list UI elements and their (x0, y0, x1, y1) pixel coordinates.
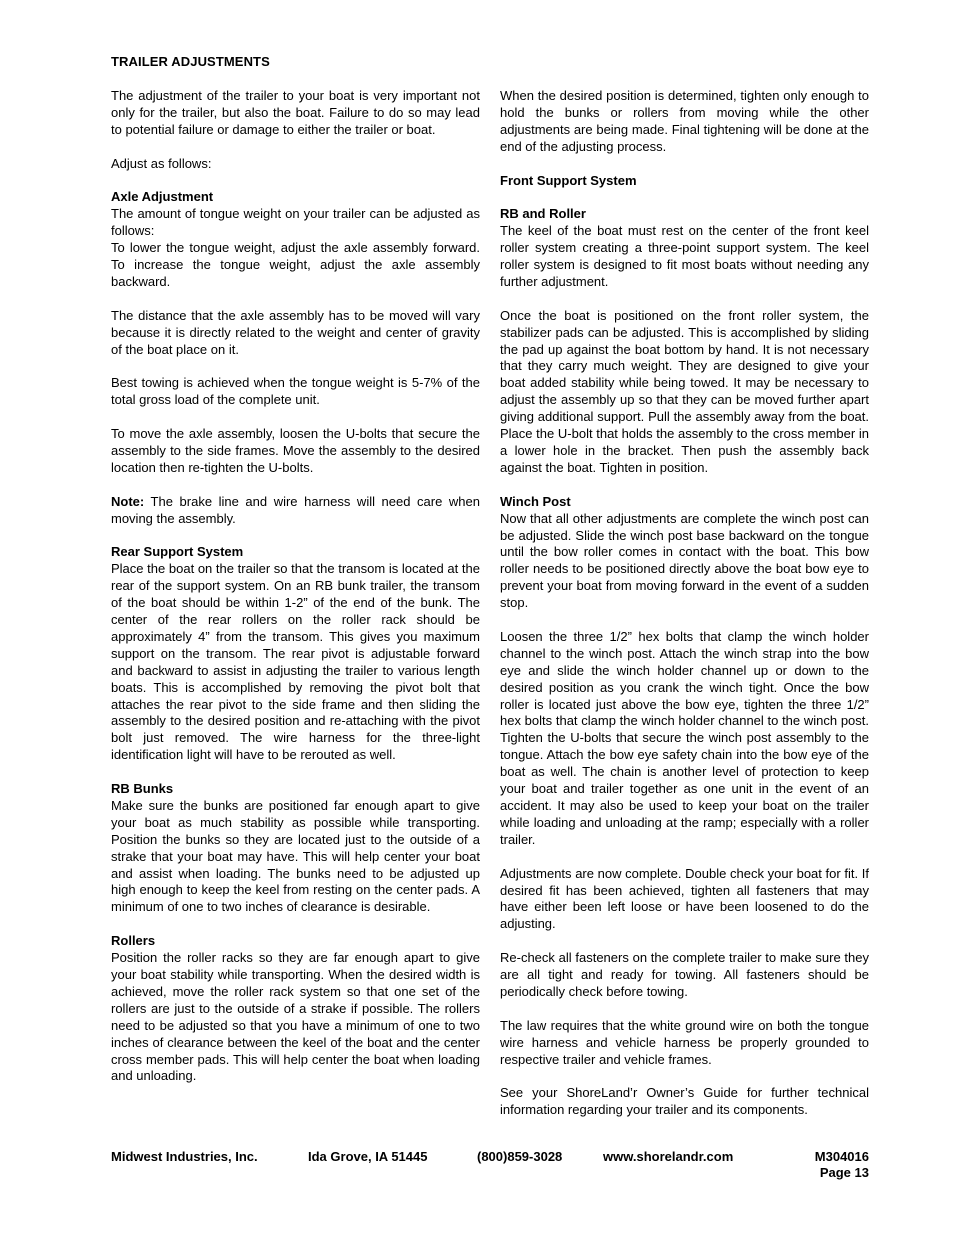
page-title: TRAILER ADJUSTMENTS (111, 54, 270, 69)
front-support-heading: Front Support System (500, 172, 637, 188)
ground-wire-paragraph: The law requires that the white ground wire on both the tongue wire harness and vehicle harness be properly grounded to respective trailer and vehicle frames. (500, 1017, 869, 1067)
note-paragraph (111, 494, 480, 528)
recheck-paragraph: Re-check all fasteners on the complete trailer to make sure they are all tight and ready for towing. All fasteners should be periodically check before towing. (500, 950, 869, 999)
footer-phone: (800)859-3028 (477, 1149, 563, 1164)
axle-paragraph-3: Best towing is achieved when the tongue weight is 5-7% of the total gross load of the complete unit. (111, 375, 480, 408)
stabilizer-paragraph: Once the boat is positioned on the front roller system, the stabilizer pads can be adjusted. This is accomplished by sliding the pad up against the boat bottom by hand. It is not necessary that they carry much weight. They are designed to give your boat added stability while being towed. It may be necessary to adjust the assembly up so that they can be moved further apart giving additional support. Pull the assembly away from the boat. Place the U-bolt that holds the assembly to the cross member in a lower hole in the bracket. Then push the assembly back against the boat. Tighten in position. (500, 307, 869, 475)
rb-bunks-paragraph: Make sure the bunks are positioned far enough apart to give your boat as much stability as possible while transporting. Position the bunks so they are located just to the outside of a strake that your boat may have. This will help center your boat and assist when loading. The bunks need to be adjusted up high enough to keep the keel from resting on the center pads. A minimum of one to two inches of clearance is desirable. (111, 797, 480, 915)
axle-paragraph-2: The distance that the axle assembly has to be moved will vary because it is directly related to the weight and center of gravity of the boat place on it. (111, 307, 480, 357)
owners-guide-paragraph: See your ShoreLand’r Owner’s Guide for further technical information regarding your trailer and its components. (500, 1085, 869, 1118)
axle-paragraph-1b: To lower the tongue weight, adjust the axle assembly forward. To increase the tongue weight, adjust the axle assembly backward. (111, 240, 480, 289)
rear-support-heading: Rear Support System (111, 544, 244, 560)
intro-paragraph: The adjustment of the trailer to your boat is very important not only for the trailer, but also the boat. Failure to do so may lead to potential failure or damage to either the trailer or boat. (111, 88, 480, 137)
rb-roller-paragraph: The keel of the boat must rest on the center of the front keel roller system creating a three-point support system. The keel roller system is designed to fit most boats without needing any further adjustment. (500, 223, 869, 289)
tighten-paragraph: When the desired position is determined, tighten only enough to hold the bunks or rollers from moving while the other adjustments are being made. Final tightening will be done at the end of the adjusting process. (500, 88, 869, 154)
axle-heading: Axle Adjustment (111, 189, 214, 205)
winch-post-paragraph-1: Now that all other adjustments are complete the winch post can be adjusted. Slide the winch post base backward on the tongue until the bow roller comes in contact with the boat. This bow roller needs to be positioned directly above the boat bow eye to prevent your boat from moving forward in the event of a sudden stop. (500, 510, 869, 611)
rear-support-paragraph: Place the boat on the trailer so that the transom is located at the rear of the support system. On an RB bunk trailer, the transom of the boat should be within 1-2” of the end of the bunk. The center of the rear rollers on the roller rack should be approximately 4” from the transom. This gives you maximum support on the transom. The rear pivot is adjustable forward and backward to assist in adjusting the trailer to various length boats. This is accomplished by removing the pivot bolt that attaches the rear pivot to the side frame and then sliding the assembly to the desired position and re-attaching with the pivot bolt just removed. The wire harness for the three-light identification light will have to be rerouted as well. (111, 561, 480, 763)
axle-paragraph-4: To move the axle assembly, loosen the U-bolts that secure the assembly to the side frames. Move the assembly to the desired location then re-tighten the U-bolts. (111, 426, 480, 475)
right-column (500, 88, 869, 1136)
axle-paragraph-1a: The amount of tongue weight on your trailer can be adjusted as follows: (111, 206, 480, 239)
winch-post-heading: Winch Post (500, 493, 571, 509)
rollers-paragraph: Position the roller racks so they are far enough apart to give your boat stability while transporting. When the desired width is achieved, move the roller rack system so that one set of the rollers are just to the outside of a strake if possible. The rollers need to be adjusted so that you have a minimum of one to two inches of clearance between the keel of the boat and the center cross member pads. This will help center the boat when loading and unloading. (111, 950, 480, 1084)
adjust-paragraph: Adjust as follows: (111, 155, 212, 171)
rb-roller-heading: RB and Roller (500, 206, 586, 222)
note-label: Note: (111, 493, 145, 509)
rb-bunks-heading: RB Bunks (111, 781, 174, 797)
note-text: The brake line and wire harness will need care when moving the assembly. (111, 493, 480, 526)
winch-post-paragraph-2: Loosen the three 1/2” hex bolts that clamp the winch holder channel to the winch post. Attach the winch strap into the bow eye and slide the winch holder channel up or down to the desired position as you crank the winch tight. Once the bow roller is located just above the bow eye, tighten the three 1/2” hex bolts that clamp the winch holder channel to the winch post. Tighten the U-bolts that secure the winch post assembly to the tongue. Attach the bow eye safety chain into the bow eye of the boat as well. The chain is another level of protection to keep your boat and trailer together as one unit in the event of an accident. It may also be used to keep your boat on the trailer while loading and unloading at the ramp; especially with a roller trailer. (500, 628, 869, 847)
left-column (111, 88, 480, 1102)
footer-website: www.shorelandr.com (603, 1149, 734, 1164)
rollers-heading: Rollers (111, 933, 156, 949)
footer-page-number: Page 13 (819, 1165, 869, 1180)
footer-company: Midwest Industries, Inc. (111, 1149, 258, 1164)
complete-paragraph: Adjustments are now complete. Double check your boat for fit. If desired fit has been achieved, tighten all fasteners that may have either been left loose or have been loosened to do the adjusting. (500, 865, 869, 932)
footer-city: Ida Grove, IA 51445 (308, 1149, 428, 1164)
footer-document-number: M304016 (814, 1149, 869, 1164)
